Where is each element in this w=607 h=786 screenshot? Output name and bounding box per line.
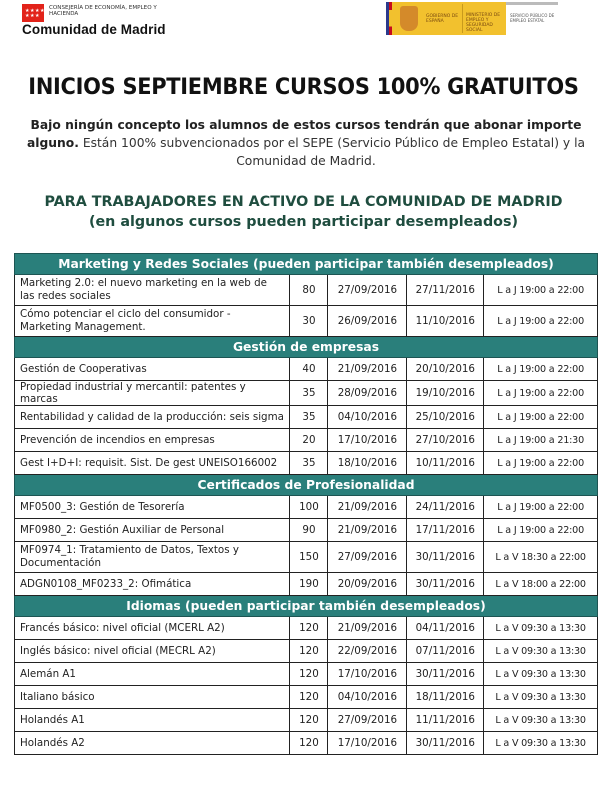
course-start-date: 22/09/2016 [328,640,407,663]
course-hours: 80 [290,275,328,306]
section-header [15,337,598,358]
course-end-date: 27/10/2016 [407,429,484,452]
course-end-date: 18/11/2016 [407,686,484,709]
course-start-date: 04/10/2016 [328,406,407,429]
course-end-date: 20/10/2016 [407,358,484,381]
course-name: Italiano básico [15,686,290,709]
course-hours: 35 [290,381,328,406]
course-schedule: L a V 18:00 a 22:00 [484,573,598,596]
course-name: Marketing 2.0: el nuevo marketing en la web de las redes sociales [15,275,290,306]
course-row [15,617,598,640]
course-end-date: 10/11/2016 [407,452,484,475]
course-start-date: 18/10/2016 [328,452,407,475]
stars-icon: ★★★★ ★★★ [25,8,45,19]
course-start-date: 20/09/2016 [328,573,407,596]
course-hours: 120 [290,663,328,686]
course-end-date: 17/11/2016 [407,519,484,542]
course-schedule: L a V 09:30 a 13:30 [484,617,598,640]
course-start-date: 27/09/2016 [328,542,407,573]
course-name: MF0500_3: Gestión de Tesorería [15,496,290,519]
course-start-date: 17/10/2016 [328,429,407,452]
course-row [15,452,598,475]
intro-bold: Bajo ningún concepto los alumnos de estos cursos tendrán que abonar importe alguno. [26,118,582,150]
course-schedule: L a J 19:00 a 22:00 [484,275,598,306]
course-name: MF0980_2: Gestión Auxiliar de Personal [15,519,290,542]
course-end-date: 24/11/2016 [407,496,484,519]
section-title: Certificados de Profesionalidad [15,475,598,496]
course-end-date: 11/10/2016 [407,306,484,337]
course-schedule: L a V 09:30 a 13:30 [484,640,598,663]
course-start-date: 17/10/2016 [328,663,407,686]
course-row [15,686,598,709]
course-name: Francés básico: nivel oficial (MCERL A2) [15,617,290,640]
course-start-date: 17/10/2016 [328,732,407,755]
section-header [15,596,598,617]
coat-of-arms-icon [400,6,418,31]
course-end-date: 25/10/2016 [407,406,484,429]
course-start-date: 21/09/2016 [328,617,407,640]
course-schedule: L a J 19:00 a 22:00 [484,452,598,475]
course-schedule: L a J 19:00 a 22:00 [484,358,598,381]
course-start-date: 28/09/2016 [328,381,407,406]
course-row [15,275,598,306]
course-hours: 120 [290,709,328,732]
course-schedule: L a J 19:00 a 22:00 [484,406,598,429]
course-name: Gest I+D+I: requisit. Sist. De gest UNEISO166002 [15,452,290,475]
course-hours: 120 [290,686,328,709]
course-hours: 90 [290,519,328,542]
course-hours: 35 [290,406,328,429]
course-end-date: 11/11/2016 [407,709,484,732]
course-row [15,573,598,596]
sepe-label: SERVICIO PÚBLICO DE EMPLEO ESTATAL [510,13,555,23]
subtitle-line-2: (en algunos cursos pueden participar desempleados) [88,214,519,230]
course-end-date: 30/11/2016 [407,663,484,686]
course-row [15,358,598,381]
course-schedule: L a V 18:30 a 22:00 [484,542,598,573]
course-name: Holandés A1 [15,709,290,732]
section-header [15,254,598,275]
course-start-date: 04/10/2016 [328,686,407,709]
course-end-date: 30/11/2016 [407,542,484,573]
course-hours: 40 [290,358,328,381]
gobierno-espana-logo [386,2,506,35]
course-end-date: 30/11/2016 [407,573,484,596]
course-hours: 35 [290,452,328,475]
course-row [15,429,598,452]
section-header [15,475,598,496]
course-name: MF0974_1: Tratamiento de Datos, Textos y Documentación [15,542,290,573]
course-name: Gestión de Cooperativas [15,358,290,381]
courses-table [14,253,598,755]
course-name: Prevención de incendios en empresas [15,429,290,452]
course-schedule: L a V 09:30 a 13:30 [484,732,598,755]
course-schedule: L a V 09:30 a 13:30 [484,686,598,709]
course-start-date: 21/09/2016 [328,358,407,381]
subtitle [0,192,607,232]
consejeria-label: CONSEJERÍA DE ECONOMÍA, EMPLEO Y HACIENDA [49,5,157,17]
course-row [15,519,598,542]
course-hours: 120 [290,732,328,755]
course-hours: 100 [290,496,328,519]
course-name: Holandés A2 [15,732,290,755]
eu-flag-strip-icon [386,2,389,35]
course-name: Rentabilidad y calidad de la producción: seis sigma [15,406,290,429]
ministerio-label: MINISTERIO DE EMPLEO Y SEGURIDAD SOCIAL [466,13,501,33]
logo-divider [462,4,463,33]
course-end-date: 07/11/2016 [407,640,484,663]
course-schedule: L a J 19:00 a 22:00 [484,306,598,337]
course-schedule: L a J 19:00 a 21:30 [484,429,598,452]
intro-regular: Están 100% subvencionados por el SEPE (Servicio Público de Empleo Estatal) y la Comunidad de Madrid. [82,136,586,168]
section-title: Marketing y Redes Sociales (pueden participar también desempleados) [15,254,598,275]
course-row [15,381,598,406]
course-hours: 150 [290,542,328,573]
course-schedule: L a V 09:30 a 13:30 [484,663,598,686]
course-row [15,496,598,519]
section-title: Idiomas (pueden participar también desempleados) [15,596,598,617]
course-row [15,732,598,755]
course-name: ADGN0108_MF0233_2: Ofimática [15,573,290,596]
course-hours: 30 [290,306,328,337]
page-title: INICIOS SEPTIEMBRE CURSOS 100% GRATUITOS [28,74,579,100]
course-schedule: L a J 19:00 a 22:00 [484,381,598,406]
course-start-date: 27/09/2016 [328,709,407,732]
course-schedule: L a V 09:30 a 13:30 [484,709,598,732]
course-end-date: 30/11/2016 [407,732,484,755]
comunidad-madrid-flag-logo [22,4,44,22]
course-start-date: 26/09/2016 [328,306,407,337]
course-row [15,640,598,663]
section-title: Gestión de empresas [15,337,598,358]
gobierno-label: GOBIERNO DE ESPAÑA [426,14,459,24]
course-row [15,306,598,337]
course-schedule: L a J 19:00 a 22:00 [484,496,598,519]
subtitle-line-1: PARA TRABAJADORES EN ACTIVO DE LA COMUNIDAD DE MADRID [44,194,563,210]
course-hours: 20 [290,429,328,452]
course-hours: 120 [290,640,328,663]
course-end-date: 19/10/2016 [407,381,484,406]
course-schedule: L a J 19:00 a 22:00 [484,519,598,542]
course-hours: 190 [290,573,328,596]
sepe-bar [506,2,558,5]
course-hours: 120 [290,617,328,640]
comunidad-madrid-name: Comunidad de Madrid [22,22,166,37]
course-row [15,663,598,686]
intro-text [14,116,598,170]
course-start-date: 21/09/2016 [328,496,407,519]
course-row [15,709,598,732]
course-name: Alemán A1 [15,663,290,686]
course-row [15,406,598,429]
course-name: Cómo potenciar el ciclo del consumidor - Marketing Management. [15,306,290,337]
course-name: Propiedad industrial y mercantil: patentes y marcas [15,381,290,406]
course-start-date: 21/09/2016 [328,519,407,542]
course-start-date: 27/09/2016 [328,275,407,306]
page-header [0,0,607,44]
course-end-date: 04/11/2016 [407,617,484,640]
course-name: Inglés básico: nivel oficial (MECRL A2) [15,640,290,663]
course-end-date: 27/11/2016 [407,275,484,306]
course-row [15,542,598,573]
